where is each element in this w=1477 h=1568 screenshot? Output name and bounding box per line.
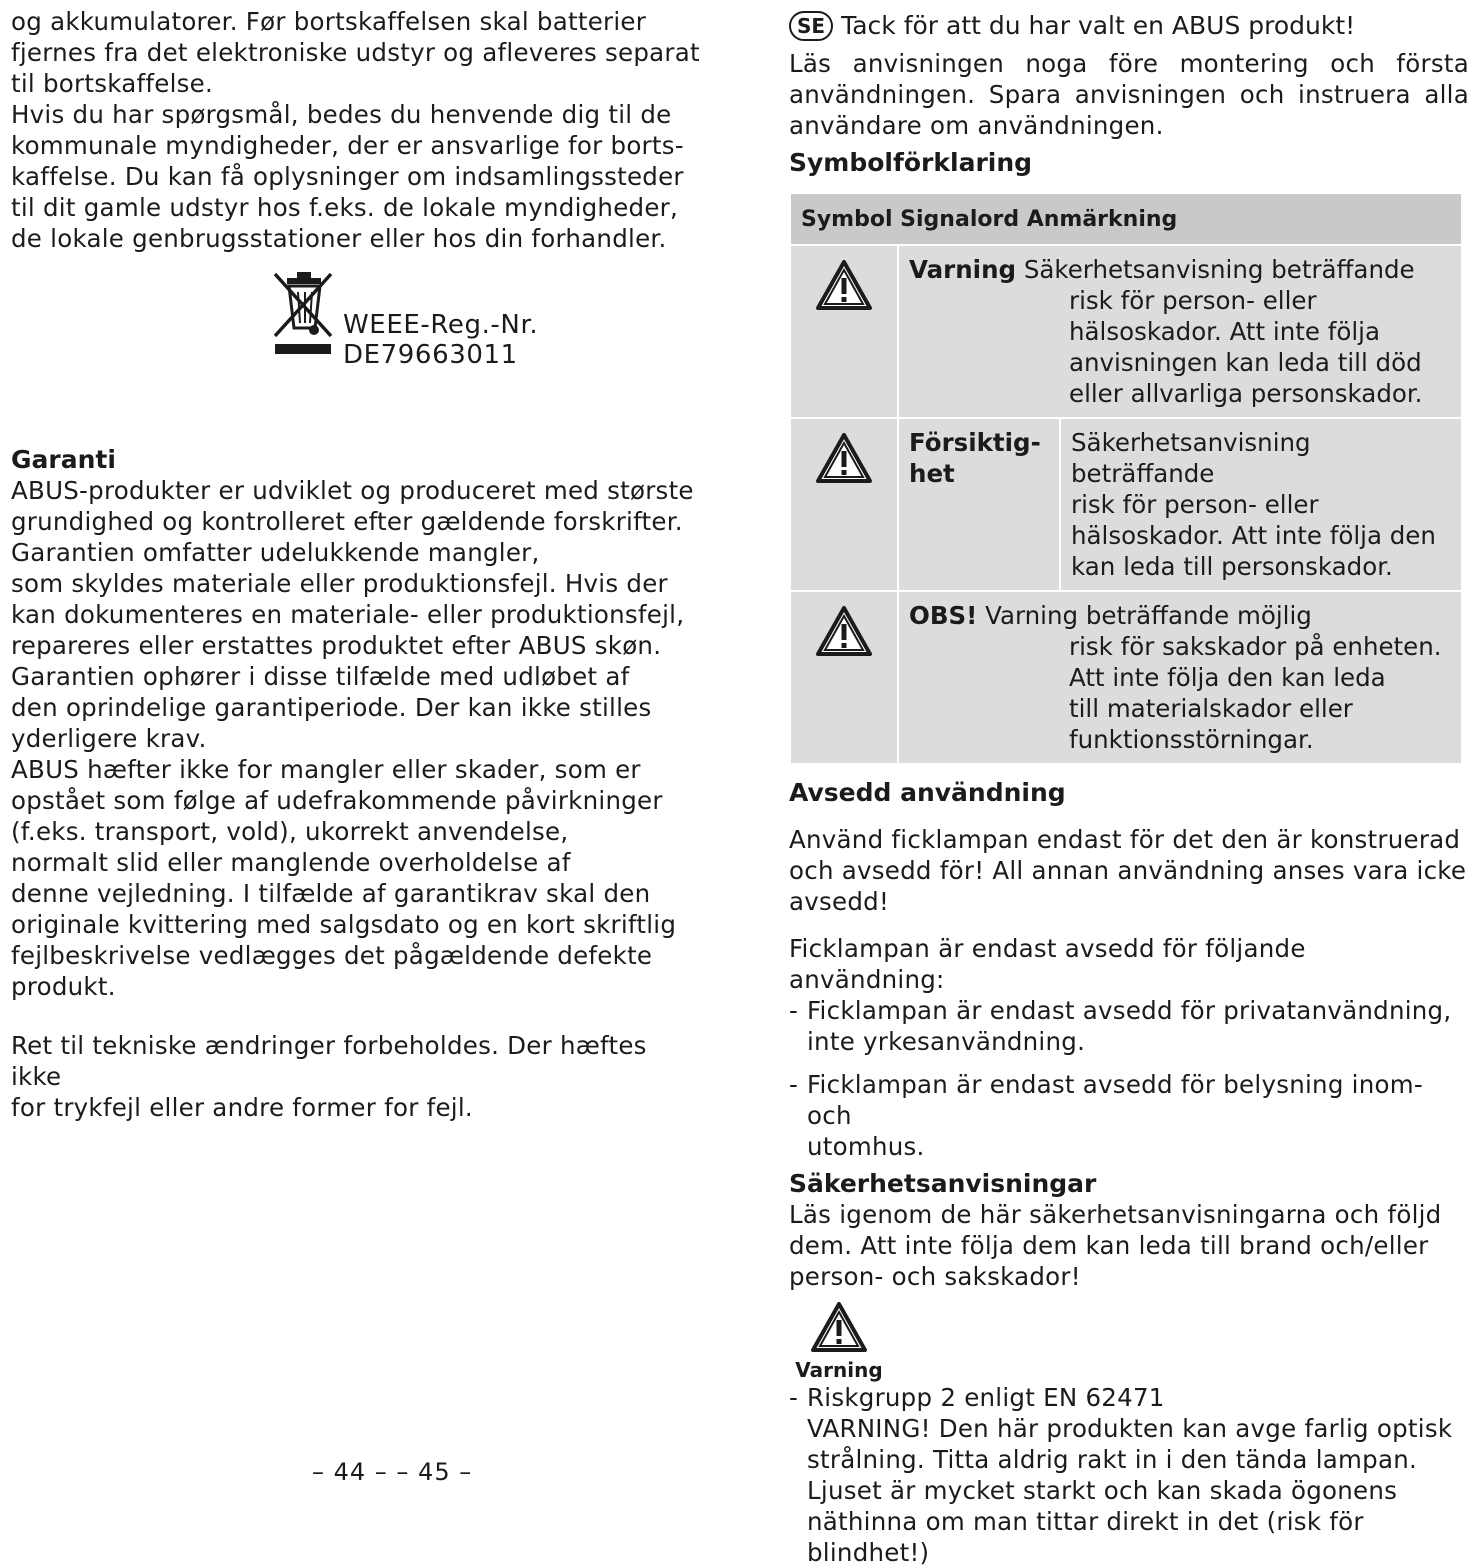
signal-description-cell xyxy=(898,245,1462,418)
signal-word: Varning xyxy=(909,255,1017,284)
warning-triangle-cell xyxy=(790,591,898,764)
crossed-out-bin-icon xyxy=(267,268,341,356)
list-item-text: Ficklampan är endast avsedd för privatanvändning, inte yrkesanvändning. xyxy=(807,996,1452,1056)
description-first-line: Säkerhetsanvisning beträffande xyxy=(1016,255,1415,284)
warning-triangle-cell xyxy=(790,245,898,418)
page-numbers: – 44 – – 45 – xyxy=(312,1458,473,1486)
weee-block xyxy=(11,254,701,384)
safety-heading: Säkerhetsanvisningar xyxy=(789,1169,1097,1198)
warning-triangle-icon xyxy=(814,604,874,658)
description-text: Säkerhetsanvisning beträffande risk för person- eller hälsoskador. Att inte följa den kan leda till personskador. xyxy=(1060,418,1462,591)
avsedd-intro: Ficklampan är endast avsedd för följande användning: xyxy=(789,934,1306,994)
warning-triangle-icon xyxy=(814,431,874,485)
description-text: risk för person- eller hälsoskador. Att inte följa anvisningen kan leda till död eller allvarliga personskador. xyxy=(1069,286,1423,408)
warning-triangle-icon xyxy=(814,258,874,312)
list-item: - Riskgrupp 2 enligt EN 62471 VARNING! Den här produkten kan avge farlig optisk strålning. Titta aldrig rakt in i den tända lampan. Ljuset är mycket starkt och kan skada ögonens näthinna om man tittar direkt in det (risk för blindhet!) xyxy=(789,1382,1469,1568)
language-badge: SE xyxy=(789,11,833,41)
list-item-text: Riskgrupp 2 enligt EN 62471 VARNING! Den här produkten kan avge farlig optisk strålning. Titta aldrig rakt in i den tända lampan. Ljuset är mycket starkt och kan skada ögonens näthinna om man tittar direkt in det (risk för blindhet!) xyxy=(807,1383,1453,1567)
signal-word: OBS! xyxy=(909,601,978,630)
symbol-table-row xyxy=(790,591,1462,764)
weee-reg-number: WEEE-Reg.-Nr. DE79663011 xyxy=(343,310,539,370)
warning-triangle-icon xyxy=(809,1300,869,1354)
read-instructions-paragraph: Läs anvisningen noga före montering och första användningen. Spara anvisningen och instruera alla användare om användningen. xyxy=(789,49,1469,140)
description-text: risk för sakskador på enheten. Att inte följa den kan leda till materialskador eller funktionsstörningar. xyxy=(1069,632,1442,754)
changes-paragraph: Ret til tekniske ændringer forbeholdes. Der hæftes ikke for trykfejl eller andre former for fejl. xyxy=(11,1031,647,1122)
symbol-table-header: Symbol Signalord Anmärkning xyxy=(790,193,1462,245)
signal-word: Försiktig- het xyxy=(898,418,1060,591)
list-item-text: Ficklampan är endast avsedd för belysning inom- och utomhus. xyxy=(807,1070,1423,1161)
symbol-table-row xyxy=(790,418,1462,591)
warning-label: Varning xyxy=(795,1358,883,1382)
symbol-table-header-row xyxy=(790,193,1462,245)
garanti-paragraph: ABUS-produkter er udviklet og produceret med største grundighed og kontrolleret efter gældende forskrifter. Garantien omfatter udelukkende mangler, som skyldes materiale eller produktionsfejl. Hvis der kan dokumenteres en materiale- eller produktionsfejl, repareres eller erstattes produktet efter ABUS skøn. Garantien ophører i disse tilfælde med udløbet af den oprindelige garantiperiode. Der kan ikke stilles yderligere krav. ABUS hæfter ikke for mangler eller skader, som er opstået som følge af udefrakommende påvirkninger (f.eks. transport, vold), ukorrekt anvendelse, normalt slid eller manglende overholdelse af denne vejledning. I tilfælde af garantikrav skal den originale kvittering med salgsdato og en kort skriftlig fejlbeskrivelse vedlægges det pågældende defekte produkt. xyxy=(11,476,694,1001)
avsedd-paragraph: Använd ficklampan endast för det den är konstruerad och avsedd för! All annan användning anses vara icke avsedd! xyxy=(789,825,1467,916)
symbol-table-row xyxy=(790,245,1462,418)
garanti-heading: Garanti xyxy=(11,445,116,474)
signal-description-cell xyxy=(898,591,1462,764)
symbol-heading: Symbolförklaring xyxy=(789,148,1033,177)
avsedd-heading: Avsedd användning xyxy=(789,778,1066,807)
safety-paragraph: Läs igenom de här säkerhetsanvisningarna och följd dem. Att inte följa dem kan leda till brand och/eller person- och sakskador! xyxy=(789,1200,1442,1291)
description-first-line: Varning beträffande möjlig xyxy=(977,601,1312,630)
thanks-text: Tack för att du har valt en ABUS produkt! xyxy=(841,11,1356,40)
symbol-table xyxy=(789,192,1463,765)
se-title-line xyxy=(789,10,1469,42)
right-column xyxy=(789,10,1469,1568)
left-column xyxy=(11,6,701,1123)
warning-triangle-cell xyxy=(790,418,898,591)
list-item: - Ficklampan är endast avsedd för belysning inom- och utomhus. xyxy=(789,1069,1469,1162)
disposal-paragraph: og akkumulatorer. Før bortskaffelsen skal batterier fjernes fra det elektroniske udstyr og afleveres separat til bortskaffelse. Hvis du har spørgsmål, bedes du henvende dig til de kommunale myndigheder, der er ansvarlige for borts- kaffelse. Du kan få oplysninger om indsamlingssteder til dit gamle udstyr hos f.eks. de lokale myndigheder, de lokale genbrugsstationer eller hos din forhandler. xyxy=(11,7,700,253)
warning-symbol-block xyxy=(789,1300,889,1382)
list-item: - Ficklampan är endast avsedd för privatanvändning, inte yrkesanvändning. xyxy=(789,996,1452,1056)
